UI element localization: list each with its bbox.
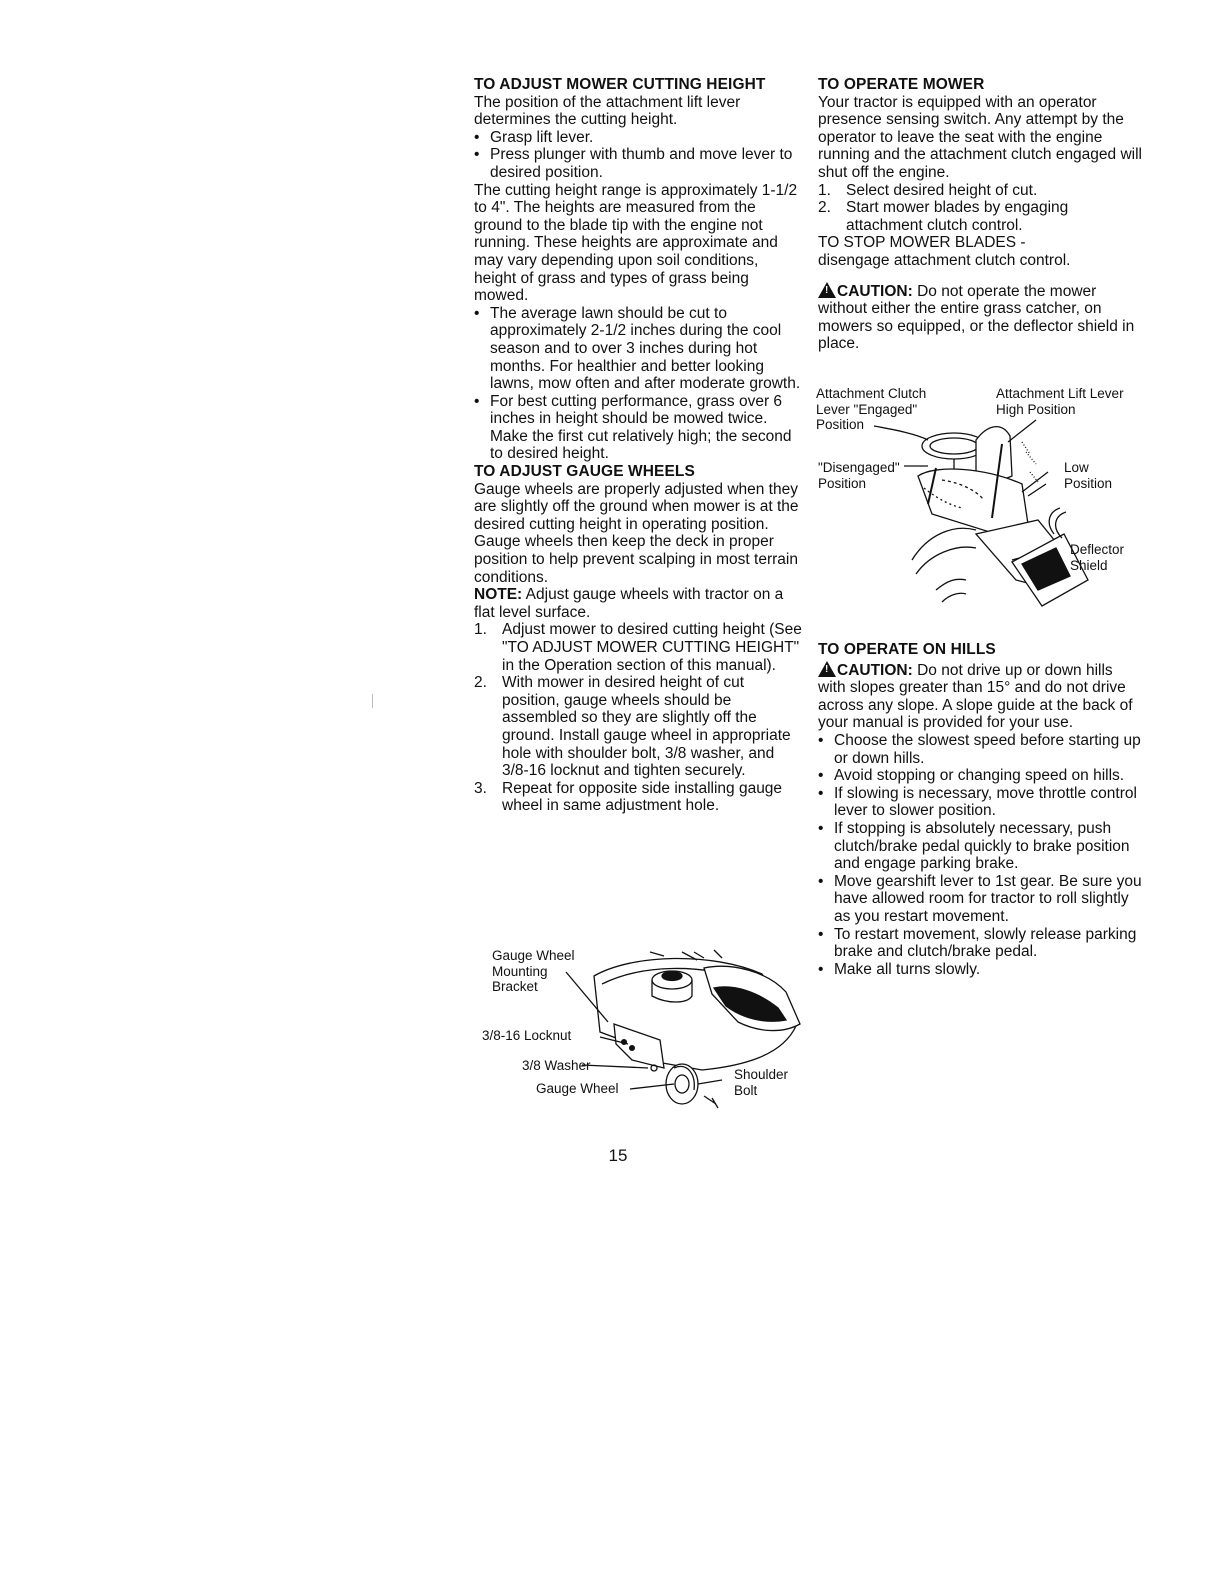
bracket-label: Gauge Wheel Mounting Bracket [492, 948, 575, 994]
operate-mower-section [818, 76, 1143, 353]
disengaged-label: "Disengaged" Position [818, 460, 900, 491]
gauge-wheels-heading: TO ADJUST GAUGE WHEELS [474, 463, 695, 481]
scan-mark [372, 694, 373, 708]
list-item: • If stopping is absolutely necessary, push clutch/brake pedal quickly to brake position and engage parking brake. [818, 819, 1130, 873]
note [474, 586, 804, 621]
caution-icon [818, 661, 836, 677]
mower-caution [818, 280, 1143, 353]
list-item: • If slowing is necessary, move throttle control lever to slower position. [818, 784, 1137, 820]
list-item: • Avoid stopping or changing speed on hills. [818, 767, 1125, 785]
mower-height-heading: TO ADJUST MOWER CUTTING HEIGHT [474, 76, 766, 93]
left-column [474, 76, 804, 815]
locknut-label: 3/8-16 Locknut [482, 1028, 572, 1043]
list-item: • For best cutting performance, grass over 6 inches in height should be mowed twice. Make the first cut relatively high; the second to desired height. [474, 392, 792, 463]
mower-height-steps [474, 129, 804, 182]
page-number: 15 [608, 1146, 628, 1165]
list-item: • The average lawn should be cut to approximately 2-1/2 inches during the cool season and to over 3 inches during hot months. For healthier and better looking lawns, mow often and after moderate growth. [474, 304, 801, 393]
list-item: • Choose the slowest speed before starting up or down hills. [818, 731, 1141, 767]
stop-blades-heading: TO STOP MOWER BLADES - [818, 234, 1026, 252]
right-column [818, 76, 1143, 353]
caution-icon [818, 282, 836, 298]
hills-caution [818, 659, 1143, 732]
hills-tips [818, 732, 1143, 978]
caution-label: CAUTION: [837, 661, 913, 679]
gauge-wheels-intro: Gauge wheels are properly adjusted when they are slightly off the ground when mower is at the desired cutting height in operating position. Gauge wheels then keep the deck in proper position to help prevent scalping in most terrain conditions. [474, 480, 799, 586]
low-position-label: Low Position [1064, 460, 1113, 491]
operate-mower-heading: TO OPERATE MOWER [818, 76, 985, 93]
hills-section [818, 641, 1143, 978]
list-item: • Move gearshift lever to 1st gear. Be sure you have allowed room for tractor to roll slightly as you restart movement. [818, 872, 1142, 925]
list-item: • Press plunger with thumb and move lever to desired position. [474, 146, 793, 181]
mower-height-tips [474, 305, 804, 463]
list-item: 2. With mower in desired height of cut position, gauge wheels should be assembled so they are slightly off the ground. Install gauge wheel in appropriate hole with shoulder bolt, 3/8 washer, and 3/8-16 locknut and tighten securely. [474, 674, 791, 780]
caution-text: Do not operate the mower without either the entire grass catcher, on mowers so equipped, or the deflector shield in place. [818, 282, 1135, 353]
operate-mower-steps [818, 182, 1143, 235]
deflector-label: Deflector Shield [1070, 542, 1125, 573]
washer-label: 3/8 Washer [522, 1058, 591, 1073]
list-item: 2. Start mower blades by engaging attachment clutch control. [818, 199, 1069, 234]
cutting-range-text: The cutting height range is approximately 1-1/2 to 4". The heights are measured from the ground to the blade tip with the engine not running. These heights are approximate and may vary depending upon soil conditions, height of grass and types of grass being mowed. [474, 181, 798, 305]
list-item: • Grasp lift lever. [474, 128, 594, 146]
operate-mower-intro: Your tractor is equipped with an operator presence sensing switch. Any attempt by the operator to leave the seat with the engine running and the attachment clutch engaged will shut off the engine. [818, 93, 1142, 181]
lift-lever-label: Attachment Lift Lever High Position [996, 386, 1124, 417]
mower-height-section [474, 76, 804, 463]
note-text: Adjust gauge wheels with tractor on a flat level surface. [474, 586, 784, 621]
list-item: • To restart movement, slowly release parking brake and clutch/brake pedal. [818, 925, 1137, 961]
hills-heading: TO OPERATE ON HILLS [818, 641, 996, 658]
caution-label: CAUTION: [837, 282, 913, 300]
mower-height-intro: The position of the attachment lift lever determines the cutting height. [474, 93, 741, 129]
gauge-wheels-steps [474, 621, 804, 815]
gauge-wheel-figure [482, 944, 812, 1124]
clutch-engaged-label: Attachment Clutch Lever "Engaged" Position [816, 386, 927, 432]
gauge-wheel-label: Gauge Wheel [536, 1081, 619, 1096]
stop-blades-text: disengage attachment clutch control. [818, 251, 1071, 269]
list-item: 1. Select desired height of cut. [818, 181, 1038, 199]
gauge-wheels-section [474, 463, 804, 815]
list-item: 1. Adjust mower to desired cutting height (See "TO ADJUST MOWER CUTTING HEIGHT" in the Operation section of this manual). [474, 621, 802, 674]
note-label: NOTE: [474, 586, 523, 604]
clutch-lever-figure [816, 384, 1146, 624]
shoulder-bolt-label: Shoulder Bolt [734, 1067, 789, 1098]
caution-text: Do not drive up or down hills with slopes greater than 15° and do not drive across any slope. A slope guide at the back of your manual is provided for your use. [818, 661, 1133, 732]
list-item: 3. Repeat for opposite side installing gauge wheel in same adjustment hole. [474, 779, 783, 815]
list-item: • Make all turns slowly. [818, 960, 981, 978]
